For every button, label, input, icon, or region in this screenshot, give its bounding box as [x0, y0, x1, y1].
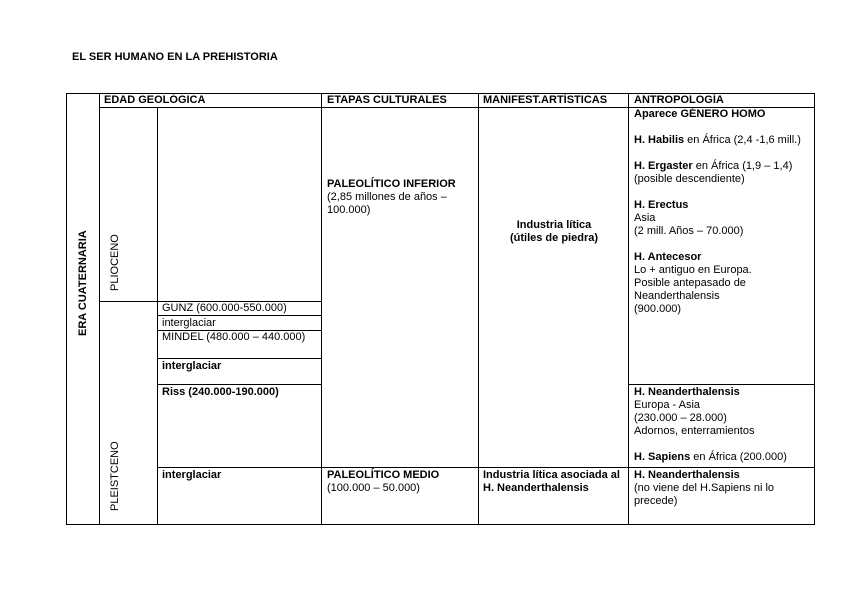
- homo-sapiens: H. Sapiens en África (200.000): [634, 451, 787, 463]
- anthro-divider-line: [628, 384, 815, 385]
- table-border-bottom: [66, 524, 815, 525]
- lower-paleolithic-title: PALEOLÍTICO INFERIOR: [327, 178, 456, 190]
- homo-neanderthalensis-2-note: (no viene del H.Sapiens ni lo precede): [634, 482, 775, 507]
- middle-paleolithic-detail: (100.000 – 50.000): [327, 482, 420, 494]
- interglacial-3: interglaciar: [162, 469, 222, 481]
- stone-tools-label: (útiles de piedra): [509, 232, 599, 244]
- middle-row-line: [157, 467, 815, 468]
- header-cultural-stages: ETAPAS CULTURALES: [327, 94, 447, 106]
- homo-antecessor-date: (900.000): [634, 303, 682, 315]
- glacial-gunz: GUNZ (600.000-550.000): [162, 302, 287, 314]
- header-anthropology: ANTROPOLOGÍA: [634, 94, 724, 106]
- homo-neanderthalensis-culture: Adornos, enterramientos: [634, 425, 755, 437]
- anthropology-riss-cell: [634, 386, 812, 464]
- homo-ergaster: H. Ergaster en África (1,9 – 1,4) (posible descendiente): [634, 160, 793, 185]
- homo-genus-appears: Aparece GÉNERO HOMO: [634, 108, 766, 120]
- lithic-industry-label: Industria lítica: [516, 219, 592, 231]
- anthropology-lower-cell: [634, 108, 812, 316]
- anthropology-middle-cell: [634, 469, 810, 508]
- interglacial-1: interglaciar: [162, 317, 216, 329]
- homo-habilis: H. Habilis en África (2,4 -1,6 mill.): [634, 134, 801, 146]
- homo-antecessor-note: Lo + antiguo en Europa.: [634, 264, 752, 276]
- glacial-riss: Riss (240.000-190.000): [162, 386, 279, 398]
- epoch-column-line: [157, 107, 158, 525]
- glacial-line-3: [157, 358, 321, 359]
- middle-paleolithic-title: PALEOLÍTICO MEDIO: [327, 469, 440, 481]
- table-border-left: [66, 93, 67, 525]
- culture-column-line: [478, 93, 479, 525]
- neanderthal-lithic-industry: Industria lítica asociada al H. Neanderthalensis: [483, 469, 620, 494]
- epoch-pliocene-label: PLIOCENO: [109, 234, 121, 291]
- culture-divider-line: [157, 384, 321, 385]
- homo-neanderthalensis-name: H. Neanderthalensis: [634, 386, 740, 398]
- lower-paleolithic-detail: (2,85 millones de años – 100.000): [327, 191, 447, 216]
- glacial-mindel: MINDEL (480.000 – 440.000): [162, 331, 306, 343]
- homo-erectus-name: H. Erectus: [634, 199, 689, 211]
- geology-column-line: [321, 93, 322, 525]
- homo-antecessor-ancestor: Posible antepasado de Neanderthalensis: [634, 277, 746, 302]
- epoch-pleistocene-label: PLEISTCENO: [109, 441, 121, 511]
- table-border-right: [814, 93, 815, 525]
- era-column-line: [99, 93, 100, 525]
- homo-neanderthalensis-place: Europa - Asia: [634, 399, 701, 411]
- header-artistic-manifestations: MANIFEST.ARTÍSTICAS: [483, 94, 608, 106]
- era-label: ERA CUATERNARIA: [77, 230, 89, 336]
- header-geological-age: EDAD GEOLÓGICA: [104, 94, 206, 106]
- interglacial-2: interglaciar: [162, 360, 222, 372]
- homo-neanderthalensis-dates: (230.000 – 28.000): [634, 412, 727, 424]
- homo-antecessor-name: H. Antecesor: [634, 251, 702, 263]
- homo-neanderthalensis-2-name: H. Neanderthalensis: [634, 469, 740, 481]
- homo-erectus-place: Asia: [634, 212, 656, 224]
- glacial-line-1: [157, 315, 321, 316]
- homo-erectus-dates: (2 mill. Años – 70.000): [634, 225, 744, 237]
- art-column-line: [628, 93, 629, 525]
- document-title: EL SER HUMANO EN LA PREHISTORIA: [72, 51, 278, 63]
